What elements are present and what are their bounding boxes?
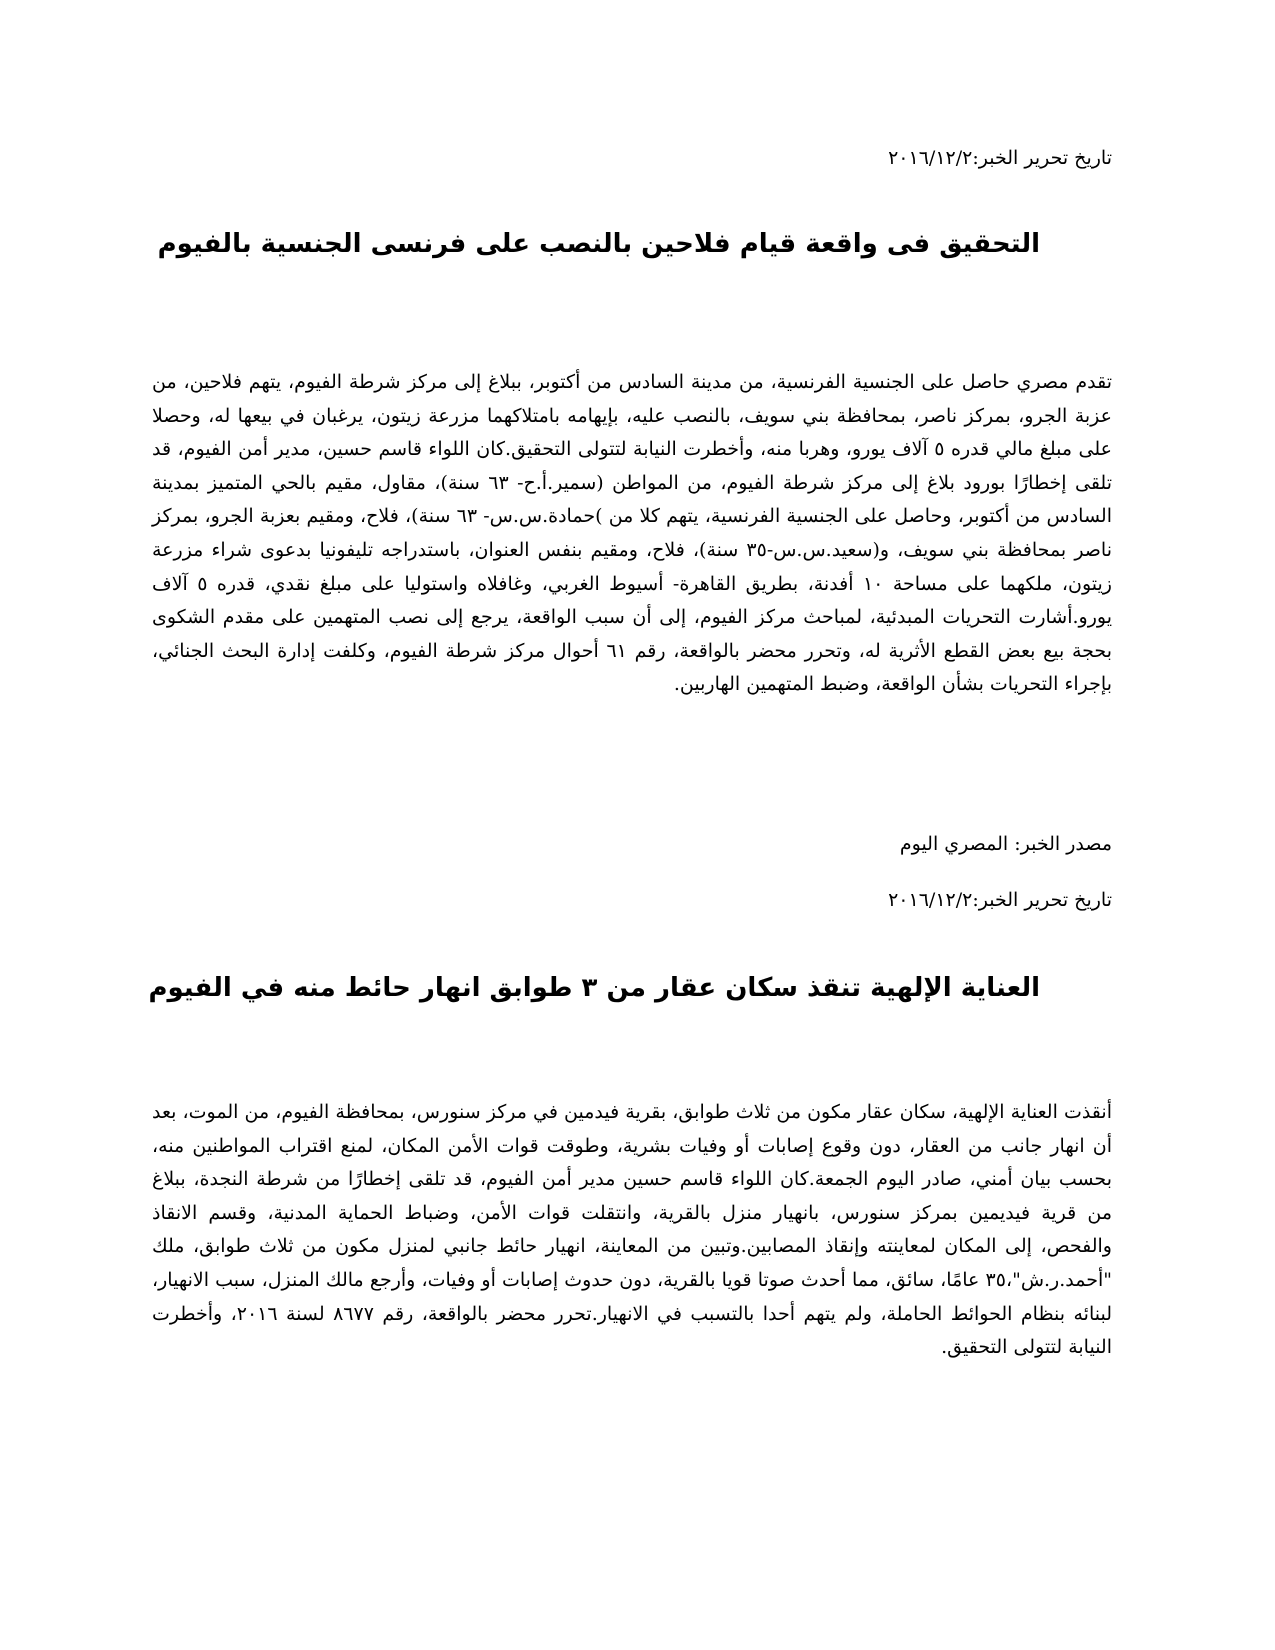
article-1-source: مصدر الخبر: المصري اليوم: [899, 833, 1112, 855]
article-1-date: تاريخ تحرير الخبر:٢٠١٦/١٢/٢: [888, 147, 1112, 169]
article-2-title: العناية الإلهية تنقذ سكان عقار من ٣ طوابق انهار حائط منه في الفيوم: [148, 973, 1040, 1003]
article-1-body: تقدم مصري حاصل على الجنسية الفرنسية، من مدينة السادس من أكتوبر، ببلاغ إلى مركز شرطة الفيوم، يتهم فلاحين، من عزبة الجرو، بمركز ناصر، بمحافظة بني سويف، بالنصب عليه، بإيهامه بامتلاكهما مزرعة زيتون، يرغبان في بيعها له، وحصلا على مبلغ مالي قدره ٥ آلاف يورو، وهربا منه، وأخطرت النيابة لتتولى التحقيق.كان اللواء قاسم حسين، مدير أمن الفيوم، قد تلقى إخطارًا بورود بلاغ إلى مركز شرطة الفيوم، من المواطن (سمير.أ.ح- ٦٣ سنة)، مقاول، مقيم بالحي المتميز بمدينة السادس من أكتوبر، وحاصل على الجنسية الفرنسية، يتهم كلا من )حمادة.س.س- ٦٣ سنة)، فلاح، ومقيم بعزبة الجرو، بمركز ناصر بمحافظة بني سويف، و(سعيد.س.س-٣٥ سنة)، فلاح، ومقيم بنفس العنوان، باستدراجه تليفونيا بدعوى شراء مزرعة زيتون، ملكهما على مساحة ١٠ أفدنة، بطريق القاهرة- أسيوط الغربي، وغافلاه واستوليا على مبلغ نقدي، قدره ٥ آلاف يورو.أشارت التحريات المبدئية، لمباحث مركز الفيوم، إلى أن سبب الواقعة، يرجع إلى نصب المتهمين على مقدم الشكوى بحجة بيع بعض القطع الأثرية له، وتحرر محضر بالواقعة، رقم ٦١ أحوال مركز شرطة الفيوم، وكلفت إدارة البحث الجنائي، بإجراء التحريات بشأن الواقعة، وضبط المتهمين الهاربين.: [152, 371, 1113, 696]
article-2-body: أنقذت العناية الإلهية، سكان عقار مكون من ثلاث طوابق، بقرية فيدمين في مركز سنورس، بمحافظة الفيوم، من الموت، بعد أن انهار جانب من العقار، دون وقوع إصابات أو وفيات بشرية، وطوقت قوات الأمن المكان، لمنع اقتراب المواطنين منه، بحسب بيان أمني، صادر اليوم الجمعة.كان اللواء قاسم حسين مدير أمن الفيوم، قد تلقى إخطارًا من شرطة النجدة، ببلاغ من قرية فيديمين بمركز سنورس، بانهيار منزل بالقرية، وانتقلت قوات الأمن، وضباط الحماية المدنية، وقسم الانقاذ والفحص، إلى المكان لمعاينته وإنقاذ المصابين.وتبين من المعاينة، انهيار حائط جانبي لمنزل مكون من ثلاث طوابق، ملك "أحمد.ر.ش"،٣٥ عامًا، سائق، مما أحدث صوتا قويا بالقرية، دون حدوث إصابات أو وفيات، وأرجع مالك المنزل، سبب الانهيار، لبنائه بنظام الحوائط الحاملة، ولم يتهم أحدا بالتسبب في الانهيار.تحرر محضر بالواقعة، رقم ٨٦٧٧ لسنة ٢٠١٦، وأخطرت النيابة لتتولى التحقيق.: [152, 1101, 1112, 1359]
article-2-date: تاريخ تحرير الخبر:٢٠١٦/١٢/٢: [888, 889, 1112, 911]
article-1-title: التحقيق فى واقعة قيام فلاحين بالنصب على فرنسى الجنسية بالفيوم: [157, 229, 1040, 259]
